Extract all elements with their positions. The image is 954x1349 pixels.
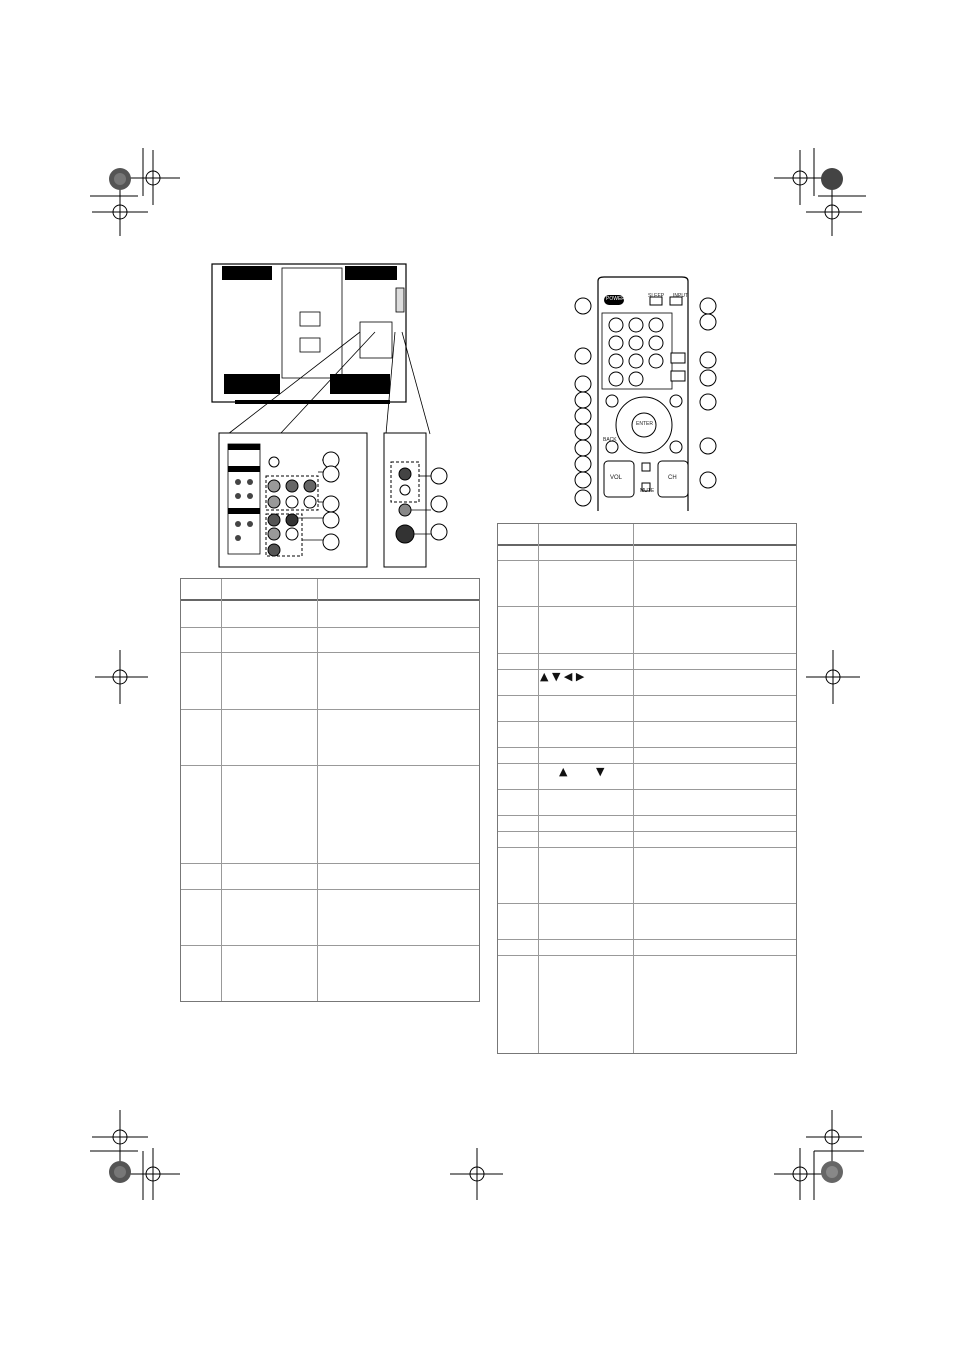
table-row (181, 863, 479, 864)
vol-label: VOL (610, 475, 623, 481)
table-row (498, 721, 796, 722)
table-row (498, 653, 796, 654)
table-row (498, 903, 796, 904)
table-row (498, 939, 796, 940)
table-row (498, 847, 796, 848)
table-row (498, 831, 796, 832)
table-row (498, 763, 796, 764)
table-row (181, 889, 479, 890)
table-row (498, 789, 796, 790)
arrow-keys-glyphs: ▲ ▼ ◀ ▶ (540, 670, 585, 683)
rear-callout-circles (318, 448, 358, 558)
remote-callout-circles (572, 292, 722, 512)
remote-button-table (497, 523, 797, 1054)
rear-panel-table (180, 578, 480, 1002)
ch-down-glyph: ▼ (596, 765, 605, 778)
enter-label: ENTER (636, 421, 653, 427)
zoom-leader-lines (220, 330, 440, 440)
table-row (498, 815, 796, 816)
power-label: POWER (606, 296, 625, 302)
table-row (498, 560, 796, 561)
ch-up-glyph: ▲ (559, 765, 568, 778)
table-row (498, 747, 796, 748)
sleep-label: SLEEP (648, 293, 665, 299)
side-jack-panel (383, 432, 453, 568)
table-row (181, 627, 479, 628)
table-row (181, 945, 479, 946)
mute-label: MUTE (640, 488, 655, 494)
table-row (181, 709, 479, 710)
table-row (498, 606, 796, 607)
ch-label: CH (668, 475, 677, 481)
input-label: INPUT (673, 293, 688, 299)
table-row (498, 955, 796, 956)
table-row (181, 652, 479, 653)
back-label: BACK (603, 437, 617, 443)
table-row (498, 695, 796, 696)
table-row (181, 765, 479, 766)
